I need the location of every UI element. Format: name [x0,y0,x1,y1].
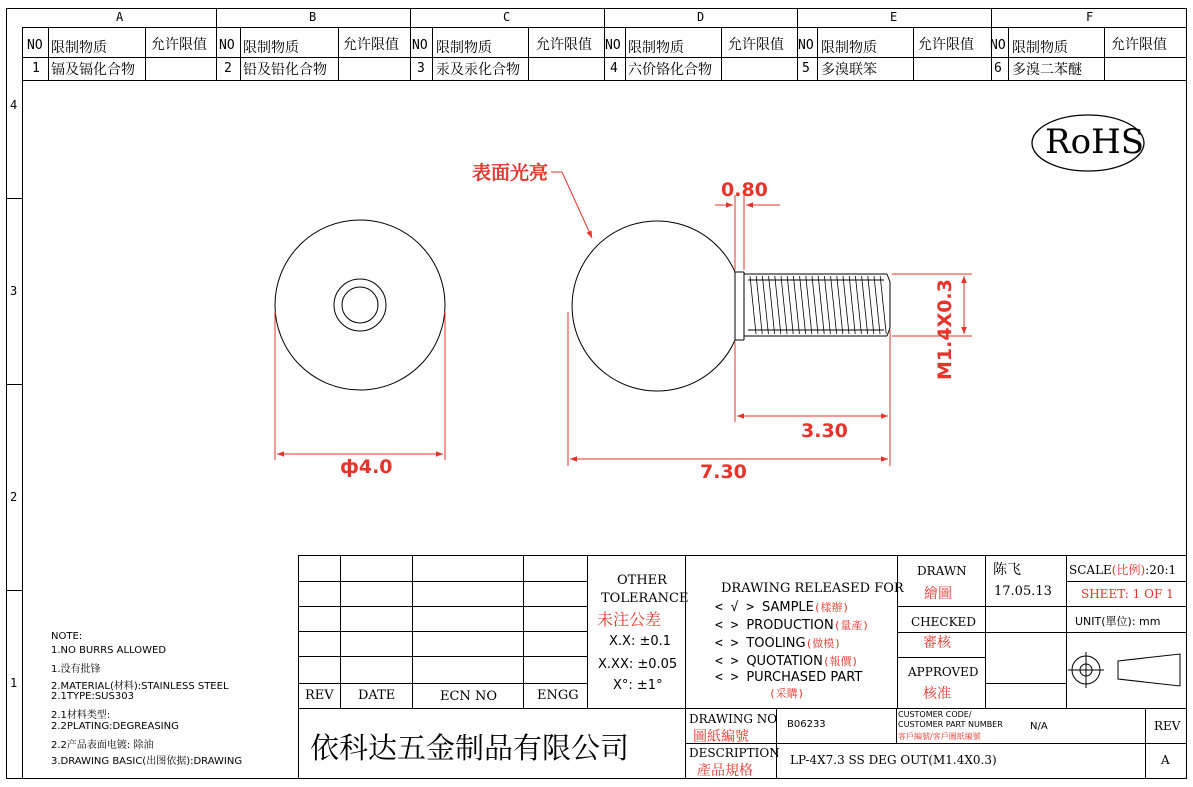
scale-label: SCALE [1069,563,1112,577]
substance-name: 铅及铅化合物 [243,62,327,78]
thread-line [781,276,787,334]
header-name: 限制物质 [51,40,107,56]
header-no: NO [798,38,814,53]
release-label: SAMPLE [761,600,814,615]
header-no: NO [605,38,621,53]
rev-value: A [1161,753,1170,767]
sheet-label: SHEET: [1081,587,1129,601]
row-label-2: 2 [10,490,18,504]
header-limit: 允许限值 [1111,37,1167,53]
rohs-mark: RoHS [1045,122,1145,162]
header-name: 限制物质 [1012,40,1068,56]
header-limit: 允许限值 [918,37,974,53]
substance-name: 多溴二苯醚 [1012,62,1082,78]
row-label-4: 4 [10,98,18,112]
description-label: DESCRIPTION [689,746,780,760]
release-label: PURCHASED PART [746,670,863,685]
substance-name: 六价铬化合物 [628,62,712,78]
dim-thread-spec: M1.4X0.3 [934,279,956,380]
thread-line [787,276,793,334]
unit-field [1075,613,1160,629]
note-line: 2.MATERIAL(材料):STAINLESS STEEL [51,681,229,692]
thread-line [762,276,768,334]
thread-line [868,276,874,334]
tolerance-title-1: OTHER [617,573,667,588]
drawn-date: 17.05.13 [994,584,1052,599]
thread-line [855,276,861,334]
checked-label-cn: 審核 [923,635,951,651]
substance-name: 多溴联笨 [821,62,877,78]
unit-value: mm [1139,615,1161,628]
row-dividers [6,199,22,591]
note-line: 2.2PLATING:DEGREASING [51,721,179,732]
release-title: DRAWING RELEASED FOR [721,581,904,596]
substance-name: 镉及镉化合物 [51,62,135,78]
release-label-cn: (樣辦) [813,601,850,614]
zone-label-a: A [116,10,124,24]
thread-line [843,276,849,334]
thread-line [862,276,868,334]
ecn-header: ECN NO [440,689,497,704]
release-prefix: < > [715,654,739,669]
scale-field [1069,561,1176,578]
note-line: 3.DRAWING BASIC(出图依据):DRAWING [51,756,243,767]
surface-finish-callout: 表面光亮 [472,162,549,184]
zone-label-e: E [890,10,898,24]
drawer-name: 陈飞 [993,562,1021,578]
side-view [572,221,890,391]
release-item-quotation [715,653,858,669]
tolerance-line: X.X: ±0.1 [609,634,672,649]
substance-no: 6 [994,61,1002,76]
note-line: 2.1材料类型: [51,710,111,721]
header-no: NO [990,38,1006,53]
sheet-field [1081,587,1174,601]
dim-thickness: 0.80 [721,179,768,201]
thread-line [793,276,799,334]
sheet-value: 1 OF 1 [1132,587,1174,601]
engg-header: ENGG [537,688,579,703]
header-no: NO [219,38,235,53]
substance-no: 3 [417,61,425,76]
thread-line [849,276,855,334]
release-label: PRODUCTION [746,618,834,633]
release-label-cn: (采購) [769,687,805,700]
substance-no: 5 [802,61,810,76]
rev-header: REV [305,688,334,703]
release-label-cn: (報價) [822,655,859,668]
release-label: TOOLING [746,636,806,651]
release-prefix: < > [715,636,739,651]
scale-value: :20:1 [1145,563,1177,577]
note-line: 2.1TYPE:SUS303 [51,691,134,702]
thread-line [824,276,830,334]
customer-value: N/A [1030,721,1048,732]
customer-part-label: CUSTOMER PART NUMBER [898,720,1003,729]
dim-total-length: 7.30 [700,461,747,483]
customer-code-label: CUSTOMER CODE/ [898,710,972,719]
zone-label-c: C [503,10,511,24]
thread-line [880,276,886,334]
substance-no: 4 [610,61,618,76]
zone-label-d: D [697,10,705,24]
rev-label: REV [1154,719,1181,733]
release-item-sample [715,599,849,615]
description-label-cn: 產品規格 [697,763,753,779]
release-item-production [715,617,869,633]
dim-diameter: ф4.0 [340,456,393,478]
scale-label-cn: (比例) [1111,563,1146,577]
release-label-cn: (量產) [833,619,870,632]
checked-label: CHECKED [911,615,976,629]
note-line: 1.NO BURRS ALLOWED [51,645,167,656]
approved-label-cn: 核准 [923,686,951,702]
header-limit: 允许限值 [536,37,592,53]
tolerance-title-2: TOLERANCE [601,591,689,606]
thread-line [874,276,880,334]
release-item-tooling [715,635,841,651]
header-limit: 允许限值 [343,37,399,53]
thread-pattern [750,276,886,334]
thread-line [775,276,781,334]
outer-frame [7,9,1187,779]
customer-label-cn: 客戶編號/客戶圖紙編號 [898,732,981,741]
release-prefix: < √ > [715,600,755,615]
thread-line [769,276,775,334]
header-name: 限制物质 [821,40,877,56]
drawing-no-value: B06233 [787,719,826,730]
front-view [275,220,445,390]
thread-line [800,276,806,334]
dimensions [275,172,972,466]
header-name: 限制物质 [436,40,492,56]
header-name: 限制物质 [243,40,299,56]
unit-label: UNIT(單位): [1075,615,1140,628]
drawing-no-label: DRAWING NO [689,712,778,726]
drawn-label-cn: 繪圖 [924,586,952,602]
header-limit: 允许限值 [151,37,207,53]
header-limit: 允许限值 [728,37,784,53]
tolerance-line: X°: ±1° [613,678,663,693]
thread-line [831,276,837,334]
projection-symbol [1068,652,1180,688]
substance-no: 2 [224,61,232,76]
header-no: NO [27,38,43,53]
date-header: DATE [358,688,396,703]
thread-line [812,276,818,334]
release-label: QUOTATION [746,654,823,669]
thread-line [750,276,756,334]
description-value: LP-4X7.3 SS DEG OUT(M1.4X0.3) [790,753,997,767]
note-line: NOTE: [51,631,83,642]
drawing-no-label-cn: 圖紙編號 [693,729,749,745]
thread-line [806,276,812,334]
zone-label-f: F [1086,10,1094,24]
zone-label-b: B [309,10,317,24]
company-name: 依科达五金制品有限公司 [310,731,630,765]
release-item-purchased [715,670,862,685]
thread-line [818,276,824,334]
tolerance-title-cn: 未注公差 [597,610,662,629]
release-prefix: < > [715,618,739,633]
row-label-3: 3 [10,284,18,298]
release-prefix: < > [715,670,739,685]
thread-line [756,276,762,334]
substance-no: 1 [32,61,40,76]
row-label-1: 1 [10,676,18,690]
release-label-cn: (做模) [805,637,841,650]
note-line: 1.没有批锋 [51,664,101,675]
tolerance-line: X.XX: ±0.05 [598,657,678,672]
substance-name: 汞及汞化合物 [436,62,520,78]
drawn-label: DRAWN [917,564,967,578]
header-name: 限制物质 [628,40,684,56]
header-no: NO [412,38,428,53]
thread-line [837,276,843,334]
approved-label: APPROVED [908,665,979,679]
dim-thread-length: 3.30 [801,420,848,442]
note-line: 2.2产品表面电镀: 除油 [51,740,154,751]
